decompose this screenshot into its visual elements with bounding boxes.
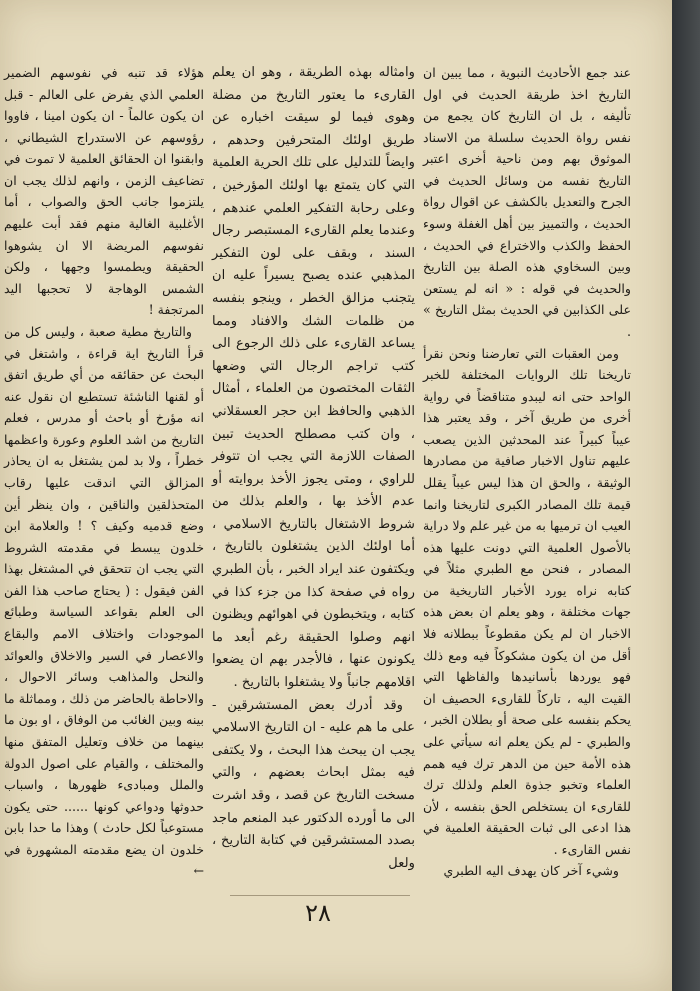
page-number: ٢٨ <box>305 899 331 927</box>
text-column-right <box>423 62 631 882</box>
text-column-middle <box>212 62 415 875</box>
paragraph: عند جمع الأحاديث النبوية ، مما يبين ان التاريخ اخذ طريقة الحديث في اول تأليفه ، بل ان التاريخ كان يجمع من نفس رواة الحديث سلسلة من الاسناد الموثوق بهم ومن ناحية أخرى اعتبر التاريخ نفسه من وسائل الحديث في الجرح والتعديل بالكشف عن اقوال رواة الحديث ، والتمييز بين أهل الغفلة وسوء الحفظ والكذب والاختراع في الحديث ، وبين السخاوي هذه الصلة بين التاريخ والحديث في قوله : « انه لم يستعن على الكذابين في الحديث بمثل التاريخ » . <box>423 65 631 339</box>
text-column-left <box>4 62 204 882</box>
paragraph: وامثاله بهذه الطريقة ، وهو ان يعلم القارىء ما يعتور التاريخ من مضلة وهوى فيما لو سيقت اخباره عن طريق اولئك المتحرفين وحدهم ، وايضاً للتدليل على تلك الحرية العلمية التي كان يتمتع بها اولئك المؤرخين ، وعلى رحابة التفكير العلمي عندهم ، وعندما يعلم القارىء المستبصر رجال السند ، وبقف على لون التفكير المذهبي عنده يصبح يسيراً عليه ان يتجنب مزالق الخطر ، وينجو بنفسه من ظلمات الشك والافناد ومما يساعد القارىء على ذلك الرجوع الى كتب تراجم الرجال التي وضعها الثقات المختصون من العلماء ، أمثال الذهبي والحافظ ابن حجر العسقلاني ، وان كتب مصطلح الحديث تبين الصفات اللازمة التي يجب ان تتوفر للراوي ، ومتى يجوز الأخذ بروايته أو عدم الأخذ بها ، والعلم بذلك من شروط الاشتغال بالتاريخ الاسلامي ، أما اولئك الذين يشتغلون بالتاريخ ، ويكتفون عند ايراد الخبر ، بأن الطبري رواه في صفحة كذا من جزء كذا في كتابه ، ويتخبطون في اهوائهم ويظنون انهم وصلوا الحقيقة رغم أبعد ما يكونون عنها ، فالأجدر بهم ان يضعوا اقلامهم جانباً ولا يشتغلوا بالتاريخ . <box>212 65 415 691</box>
paragraph: ومن العقبات التي تعارضنا ونحن نقرأ تاريخنا تلك الروايات المختلفة للخبر الواحد حتى انه ليبدو متناقضاً في رواية أخرى من طريق آخر ، وقد يعتبر هذا عيباً كبيراً عند المحدثين الذين يصعب عليهم تناول الاخبار صافية من مصادرها الوثيقة ، والحق ان هذا ليس عيباً يقلل قيمة تلك المصادر الكبرى لتاريخنا وانما العيب ان ترميها به من غير علم ولا دراية بالأصول العلمية التي دونت عليها هذه المصادر ، فنحن مع الطبري مثلاً في كتابه نراه يورد الأخبار التاريخية من جهات مختلفة ، وهو يعلم ان بعض هذه الاخبار ان لم يكن مقطوعاً ببطلانه فلا أقل من ان يكون مشكوكاً فيه ومع ذلك فهو يوردها بأسانيدها والفاظها التي القيت اليه ، تاركاً للقارىء الحصيف ان يحكم بنفسه على صحة أو بطلان الخبر ، والطبري - لم يكن يعلم انه سيأتي على هذه الأمة حين من الدهر ترك فيه همم العلماء وتخبو جذوة العلم ولذلك ترك للقارىء ان يستخلص الحق بنفسه ، لأن هذا ادعى الى ثبات الحقيقة العلمية في نفس القارىء . <box>423 345 631 857</box>
paragraph: وشيء آخر كان يهدف اليه الطبري <box>443 863 619 879</box>
footer-rule <box>230 895 410 896</box>
paragraph: والتاريخ مطية صعبة ، وليس كل من قرأ التاريخ اية قراءة ، واشتغل في البحث عن حقائقه من أي طريق اتفق أو لقنها الناشئة تستطيع ان نقول عنه انه مؤرخ أو باحث أو مدرس ، فعلم التاريخ من اشد العلوم وعورة واعظمها خطراً ، ولا بد لمن يشتغل به ان يحاذر المزالق التي اندقت عليها رقاب المتحذلقين والناقين ، وان ينظر أين وضع قدميه وكيف ؟ ! والعلامة ابن خلدون يبسط في مقدمته الشروط التي يجب ان تتحقق في المشتغل بهذا الفن فيقول : ( يحتاج صاحب هذا الفن الى العلم بقواعد السياسة وطبائع الموجودات واختلاف الامم والبقاع والاعصار في السير والاخلاق والعوائد والنحل والمذاهب وسائر الاحوال ، والاحاطة بالحاضر من ذلك ، ومماثلة ما بينه وبين الغائب من الوفاق ، او بون ما بينهما من خلاف وتعليل المتفق منها والمختلف ، والقيام على اصول الدولة والملل ومبادىء ظهورها ، واسباب حدوثها ودواعي كونها ...... حتى يكون مستوعباً لكل حادث ) وهذا ما حدا بابن خلدون ان يضع مقدمته المشهورة في ← <box>4 323 204 879</box>
paragraph: هؤلاء قد تنبه في نفوسهم الضمير العلمي الذي يفرض على العالم - قبل ان يكون عالماً - ان يكون امينا ، فاووا رؤوسهم عن الاستدراج الشيطاني ، وابقنوا ان الحقائق العلمية لا تموت في تضاعيف الزمن ، وانهم لذلك يجب ان يلتزموا جانب الحق والصواب ، أما الأغلبية الغالية منهم فقد أبت عليهم نفوسهم المريضة الا ان يشوهوا الحقيقة ويطمسوا وجهها ، ولكن الشمس الوهاجة لا تحجبها اليد المرتجفة ! <box>4 65 204 318</box>
page-edge <box>672 0 700 991</box>
paragraph: وقد أدرك بعض المستشرقين - على ما هم عليه - ان التاريخ الاسلامي يجب ان يبحث هذا البحث ، ولا يكتفى فيه بمثل ابحاث بعضهم ، والتي مسخت التاريخ عن قصد ، وقد اشرت الى ما أورده الدكتور عبد المنعم ماجد بصدد المستشرقين في كتابة التاريخ ، ولعل <box>212 697 415 871</box>
